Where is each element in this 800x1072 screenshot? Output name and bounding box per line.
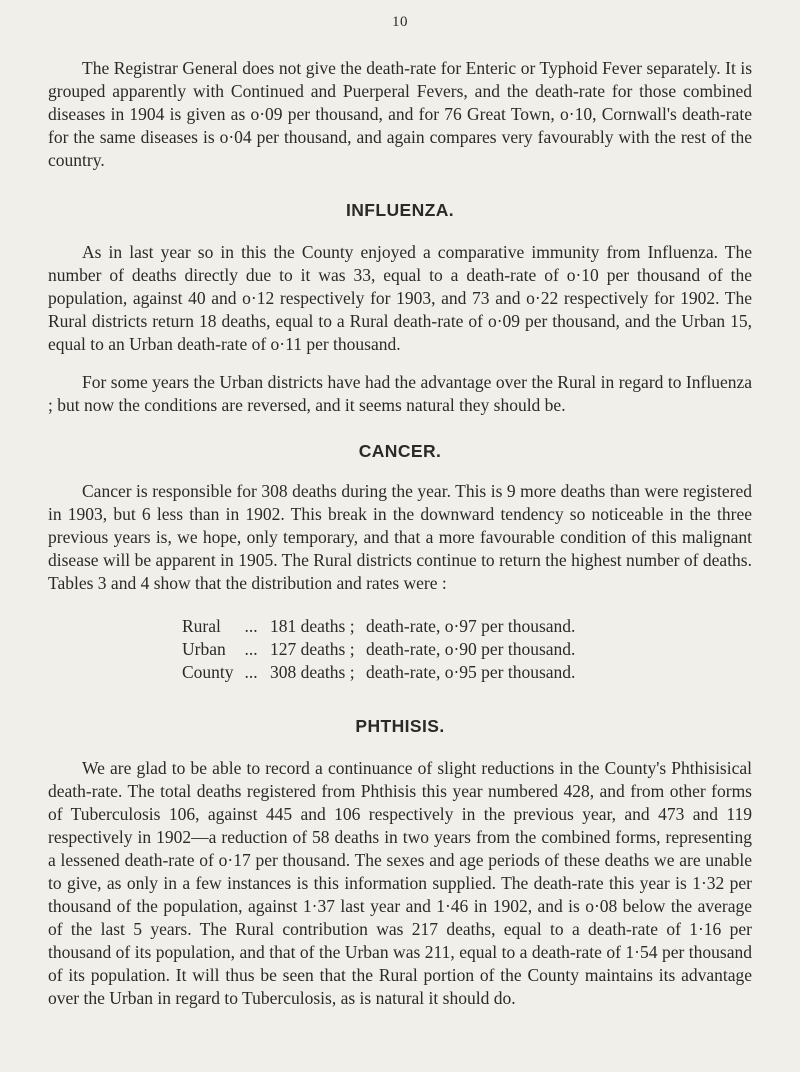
stat-area: County bbox=[182, 662, 234, 682]
page-number: 10 bbox=[392, 14, 408, 30]
stat-leader: ... bbox=[244, 639, 258, 659]
stat-row-county bbox=[182, 661, 752, 684]
stat-rate: death-rate, o·95 per thousand. bbox=[366, 662, 576, 682]
influenza-paragraph-1: As in last year so in this the County enjoyed a comparative immunity from Influenza. The number of deaths directly due to it was 33, equal to a death-rate of o·10 per thousand of the population, against 40 and o·12 respectively for 1903, and 73 and o·22 respectively for 1902. The Rural districts return 18 deaths, equal to a Rural death-rate of o·09 per thousand, and the Urban 15, equal to an Urban death-rate of o·11 per thousand. bbox=[48, 242, 752, 354]
stat-leader: ... bbox=[244, 662, 258, 682]
cancer-distribution-table bbox=[182, 615, 752, 684]
phthisis-paragraph: We are glad to be able to record a continuance of slight reductions in the County's Phthisisical death-rate. The total deaths registered from Phthisis this year numbered 428, and from other forms of Tuberculosis 106, against 445 and 106 respectively in the previous year, and 473 and 119 respectively in 1902—a reduction of 58 deaths in two years from the combined forms, representing a lessened death-rate of o·17 per thousand. The sexes and age periods of these deaths we are unable to give, as only in a few instances is this information supplied. The death-rate this year is 1·32 per thousand of the population, against 1·37 last year and 1·46 in 1902, and is o·08 below the average of the last 5 years. The Rural contribution was 217 deaths, equal to a death-rate of 1·16 per thousand of its population, and that of the Urban was 211, equal to a death-rate of 1·54 per thousand of its population. It will thus be seen that the Rural portion of the County maintains its advantage over the Urban in regard to Tuberculosis, as is natural it should do. bbox=[48, 758, 752, 1008]
phthisis-heading: PHTHISIS. bbox=[355, 716, 445, 736]
cancer-heading: CANCER. bbox=[358, 441, 442, 461]
stat-leader: ... bbox=[244, 616, 258, 636]
stat-rate: death-rate, o·90 per thousand. bbox=[366, 639, 576, 659]
stat-area: Rural bbox=[182, 616, 221, 636]
cancer-paragraph: Cancer is responsible for 308 deaths during the year. This is 9 more deaths than were registered in 1903, but 6 less than in 1902. This break in the downward tendency so noticeable in the three previous years is, we hope, only temporary, and that a more favourable condition of this malignant disease will be apparent in 1905. The Rural districts continue to return the highest number of deaths. Tables 3 and 4 show that the distribution and rates were : bbox=[48, 481, 752, 593]
stat-row-rural bbox=[182, 615, 752, 638]
stat-rate: death-rate, o·97 per thousand. bbox=[366, 616, 576, 636]
stat-deaths: 127 deaths ; bbox=[270, 639, 355, 659]
stat-deaths: 181 deaths ; bbox=[270, 616, 355, 636]
influenza-heading: INFLUENZA. bbox=[345, 200, 455, 220]
influenza-paragraph-2: For some years the Urban districts have had the advantage over the Rural in regard to Influenza ; but now the conditions are reversed, and it seems natural they should be. bbox=[48, 372, 752, 415]
stat-row-urban bbox=[182, 638, 752, 661]
stat-area: Urban bbox=[182, 639, 226, 659]
enteric-fever-paragraph: The Registrar General does not give the death-rate for Enteric or Typhoid Fever separately. It is grouped apparently with Continued and Puerperal Fevers, and the death-rate for those combined diseases in 1904 is given as o·09 per thousand, and for 76 Great Town, o·10, Cornwall's death-rate for the same diseases is o·04 per thousand, and again compares very favourably with the rest of the country. bbox=[48, 58, 752, 170]
stat-deaths: 308 deaths ; bbox=[270, 662, 355, 682]
